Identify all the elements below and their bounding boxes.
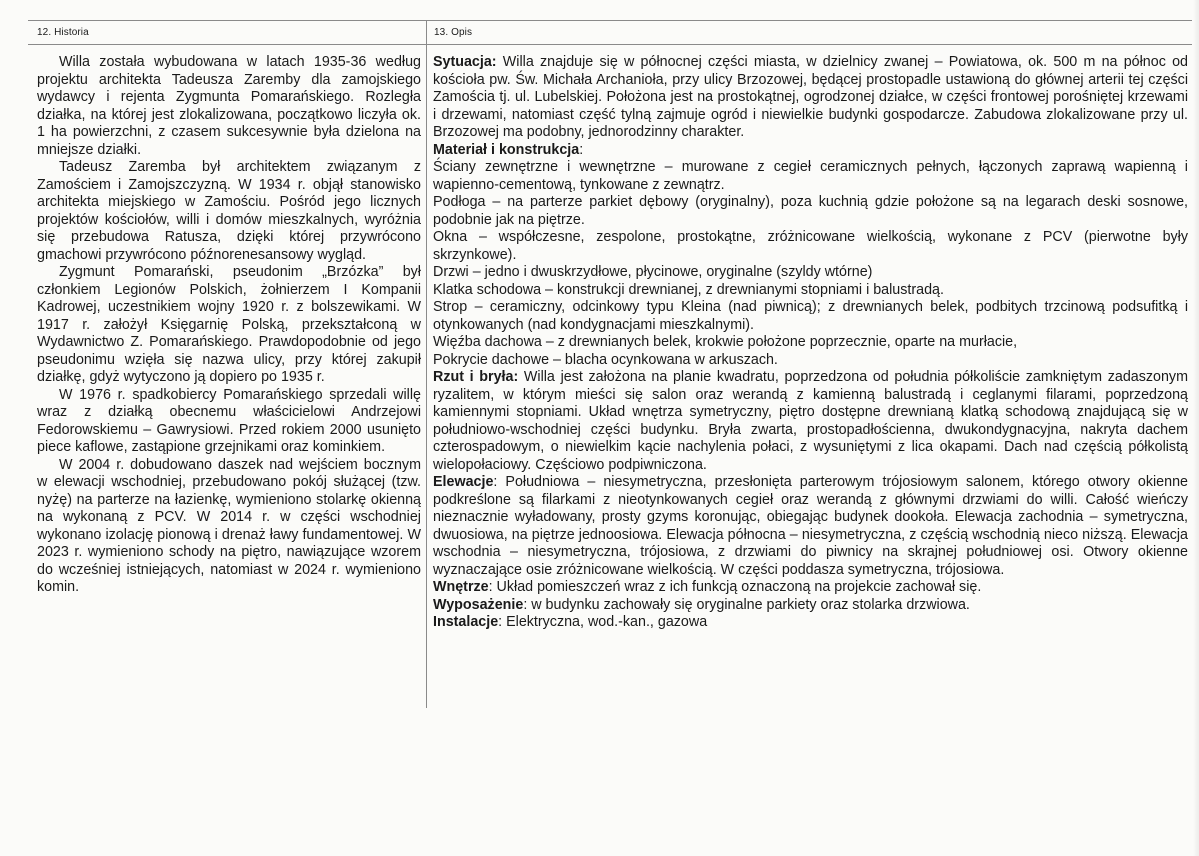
roof-truss-line: Więźba dachowa – z drewnianych belek, krokwie położone poprzecznie, oparte na murłacie, (433, 334, 1018, 350)
interior-label: Wnętrze (433, 579, 489, 595)
installations-text: : Elektryczna, wod.-kan., gazowa (498, 614, 708, 630)
elevations-label: Elewacje (433, 474, 494, 490)
situation-block (433, 54, 1188, 142)
history-paragraph: Zygmunt Pomarański, pseudonim „Brzózka” był członkiem Legionów Polskich, żołnierzem I Kompanii Kadrowej, uczestnikiem wojny 1920 r. z bolszewikami. W 1917 r. założył Księgarnię Polską, przekształconą w Wydawnictwo Z. Pomarańskiego. Prawdopodobnie od jego pseudonimu wzięła się nazwa ulicy, przy której zakupił działkę, gdyż wytyczono ją dopiero po 1935 r. (37, 264, 421, 385)
history-heading: 12. Historia (37, 27, 89, 38)
plan-block (433, 369, 1188, 474)
history-paragraph: Tadeusz Zaremba był architektem związanym z Zamościem i Zamojszczyzną. W 1934 r. objął stanowisko architekta miejskiego w Zamościu. Pośród jego licznych projektów kościołów, willi i domów mieszkalnych, wyróżnia się przebudowa Ratusza, dzięki której przywrócono gmachowi przywrócono późnorenesansowy wygląd. (37, 159, 421, 263)
material-heading-block (433, 142, 1188, 160)
plan-label: Rzut i bryła: (433, 369, 519, 385)
history-column (37, 54, 421, 597)
windows-line: Okna – współczesne, zespolone, prostokątne, zróżnicowane wielkością, wykonane z PCV (pierwotne były skrzynkowe). (433, 229, 1188, 263)
history-paragraph: W 1976 r. spadkobiercy Pomarańskiego sprzedali willę wraz z działką obecnemu właścicielowi Andrzejowi Fedorowskiemu – Gawrysiowi. Przed rokiem 2000 usunięto piece kaflowe, zastąpione grzejnikami oraz kominkiem. (37, 386, 421, 455)
description-heading: 13. Opis (434, 27, 473, 38)
material-colon: : (579, 141, 584, 158)
column-divider (426, 20, 427, 708)
situation-label: Sytuacja: (433, 54, 497, 70)
roofing-line: Pokrycie dachowe – blacha ocynkowana w arkuszach. (433, 351, 778, 368)
elevations-text: : Południowa – niesymetryczna, przesłonięta parterowym trójosiowym salonem, którego otwory okienne podkreślone są filarkami z nieotynkowanych cegieł oraz werandą z głównymi drzwiami do willi. Całość wieńczy nieznacznie wyładowany, prosty gzyms koronując, obiegając budynek dookoła. Elewacja zachodnia – symetryczna, dwuosiowa, na piętrze jednoosiowa. Elewacja północna – niesymetryczna, z częścią wschodnią nieco niższą. Elewacja wschodnia – niesymetryczna, trójosiowa, z drzwiami do piwnicy na skrajnej południowej osi. Otwory okienne wyznaczające osie zróżnicowane wielkością. W części poddasza symetryczna, trójosiowa. (433, 474, 1188, 578)
interior-text: : Układ pomieszczeń wraz z ich funkcją oznaczoną na projekcie zachował się. (488, 579, 982, 595)
interior-block (433, 579, 1188, 597)
equipment-text: : w budynku zachowały się oryginalne parkiety oraz stolarka drzwiowa. (523, 596, 970, 613)
material-label: Materiał i konstrukcja (433, 141, 580, 158)
equipment-block (433, 597, 1188, 615)
header-divider (28, 44, 1192, 45)
situation-text: Willa znajduje się w północnej części miasta, w dzielnicy zwanej – Powiatowa, ok. 500 m na północ od kościoła pw. Św. Michała Archanioła, przy ulicy Brzozowej, będącej prostopadle ustawioną do głównej arterii tej części Zamościa tj. ul. Lubelskiej. Położona jest na prostokątnej, ogrodzonej działce, w części frontowej porośniętej krzewami i drzewami, natomiast część tylną zajmuje ogród i niewielkie budynki gospodarcze. Zabudowa zlokalizowane przy ul. Brzozowej ma podobny, jednorodzinny charakter. (433, 54, 1188, 140)
equipment-label: Wyposażenie (433, 596, 524, 613)
ceiling-line: Strop – ceramiczny, odcinkowy typu Kleina (nad piwnicą); z drewnianych belek, podbitych trzcinową podsufitką i otynkowanych (nad kondygnacjami mieszkalnymi). (433, 299, 1188, 333)
history-paragraph: W 2004 r. dobudowano daszek nad wejściem bocznym w elewacji wschodniej, przebudowano pokój służącej (tzw. nyżę) na parterze na łazienkę, wymieniono stolarkę okienną na wykonaną z PCV. W 2014 r. w części wschodniej wykonano izolację pionową i drenaż ławy fundamentowej. W 2023 r. wymieniono schody na piętro, nawiązujące wzorem do wcześniej istniejących, natomiast w 2024 r. wymieniono komin. (37, 456, 421, 595)
floor-line: Podłoga – na parterze parkiet dębowy (oryginalny), poza kuchnią gdzie położone są na legarach deski sosnowe, podobnie jak na piętrze. (433, 194, 1188, 228)
plan-text: Willa jest założona na planie kwadratu, poprzedzona od południa półkoliście zamkniętym zadaszonym ryzalitem, w którym mieści się salon oraz werandą z kamienną balustradą i ceglanymi filarami, poprzedzoną kamiennymi stopniami. Układ wnętrza symetryczny, piętro dostępne drewnianą klatką schodową znajdującą się w południowo-wschodniej części budynku. Bryła zwarta, prostopadłościenna, dwukondygnacyjna, nakryta dachem czterospadowym, o niewielkim kącie nachylenia połaci, z wysuniętymi z lica okapami. Dach nad częścią półkolistą wielopołaciowy. Częściowo podpiwniczona. (433, 369, 1188, 473)
elevations-block (433, 474, 1188, 579)
scan-edge-shadow (1193, 0, 1199, 856)
installations-block (433, 614, 1188, 632)
history-paragraph: Willa została wybudowana w latach 1935-36 według projektu architekta Tadeusza Zaremby dla zamojskiego wydawcy i rejenta Zygmunta Pomarańskiego. Rozległa działka, na której jest zlokalizowana, początkowo liczyła ok. 1 ha powierzchni, z czasem sukcesywnie była dzielona na mniejsze działki. (37, 54, 421, 158)
walls-line: Ściany zewnętrzne i wewnętrzne – murowane z cegieł ceramicznych pełnych, łączonych zaprawą wapienną i wapienno-cementową, tynkowane z zewnątrz. (433, 159, 1188, 193)
staircase-line: Klatka schodowa – konstrukcji drewnianej, z drewnianymi stopniami i balustradą. (433, 281, 944, 298)
description-column (433, 54, 1188, 632)
top-border (28, 20, 1192, 21)
installations-label: Instalacje (433, 614, 499, 630)
doors-line: Drzwi – jedno i dwuskrzydłowe, płycinowe, oryginalne (szyldy wtórne) (433, 264, 873, 280)
